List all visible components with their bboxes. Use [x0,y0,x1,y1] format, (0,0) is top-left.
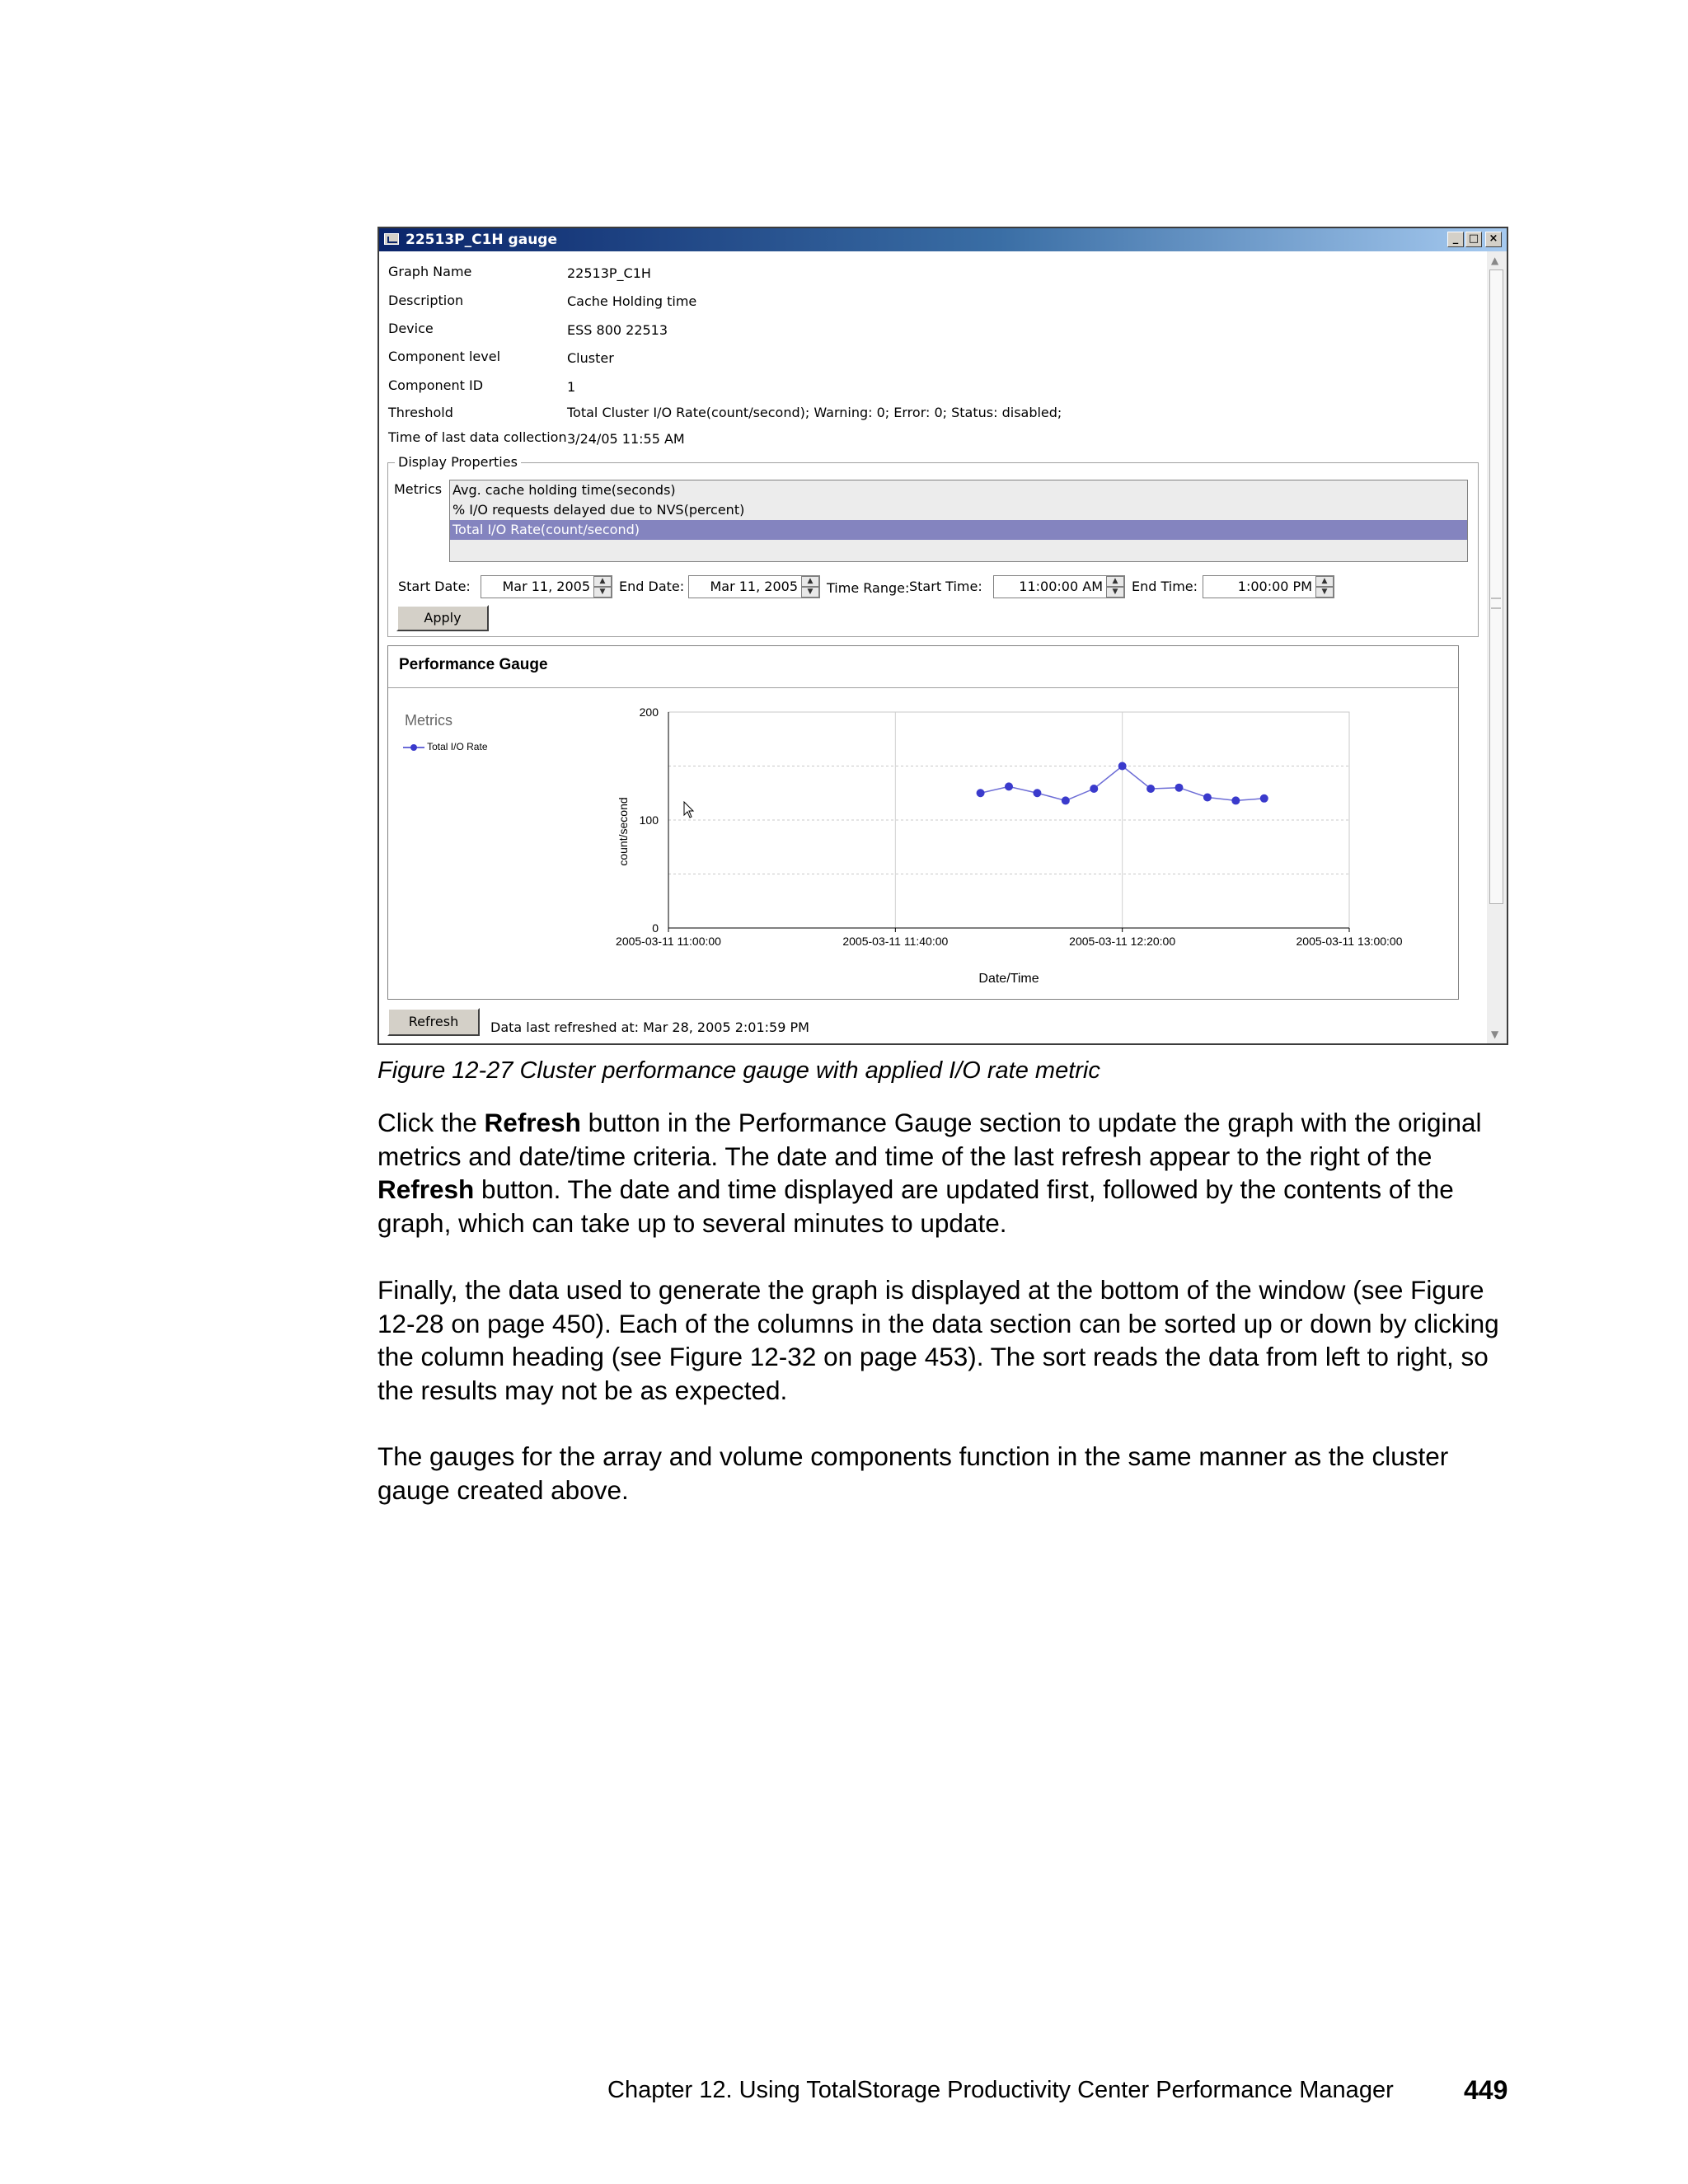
data-point [1260,794,1268,803]
end-date-spinner[interactable] [688,575,820,598]
end-time-label: End Time: [1132,579,1198,594]
property-value: Cache Holding time [567,293,697,309]
refreshed-status: Data last refreshed at: Mar 28, 2005 2:01:59 PM [490,1019,809,1035]
property-value: ESS 800 22513 [567,322,668,338]
property-value: 22513P_C1H [567,265,651,281]
property-value: 3/24/05 11:55 AM [567,431,685,447]
page-footer: Chapter 12. Using TotalStorage Productivity Center Performance Manager [607,2077,1394,2103]
display-properties-title: Display Properties [395,454,521,470]
data-point [977,789,985,797]
refresh-button[interactable]: Refresh [387,1008,480,1036]
vertical-scrollbar[interactable] [1486,251,1507,1043]
start-date-label: Start Date: [398,579,471,594]
gauge-window [377,227,1508,1045]
data-point [1175,784,1184,792]
end-time-spinner[interactable] [1203,575,1334,598]
legend-title: Metrics [405,712,452,729]
data-point [1090,785,1098,793]
close-button[interactable]: × [1485,232,1502,247]
start-date-spinner[interactable] [481,575,612,598]
spin-up-icon[interactable]: ▲ [801,576,819,587]
x-tick-label: 2005-03-11 13:00:00 [1296,935,1403,948]
data-point [1146,785,1155,793]
metric-item[interactable]: Avg. cache holding time(seconds) [452,482,676,498]
metrics-list[interactable] [449,480,1468,562]
performance-gauge-title: Performance Gauge [399,656,548,673]
spin-up-icon[interactable]: ▲ [1315,576,1334,587]
scroll-grip-icon [1491,598,1501,609]
spin-down-icon[interactable]: ▼ [1106,587,1124,598]
spin-down-icon[interactable]: ▼ [801,587,819,598]
metrics-label: Metrics [394,481,443,497]
minimize-button[interactable]: _ [1447,232,1464,247]
apply-button[interactable]: Apply [396,605,489,631]
text-run: Click the [377,1108,485,1137]
data-point [1033,789,1041,797]
x-axis-label: Date/Time [978,972,1039,986]
text-run: button in the Performance Gauge section to update the graph with the original metrics and date/time criteria. The date and time of the last refresh appear to the right of the [377,1108,1482,1171]
property-value: Cluster [567,350,614,366]
metric-item-selected[interactable]: Total I/O Rate(count/second) [450,520,1467,540]
performance-gauge-header [388,646,1458,688]
property-value: Total Cluster I/O Rate(count/second); Warning: 0; Error: 0; Status: disabled; [567,405,1062,420]
start-time-value[interactable]: 11:00:00 AM [1019,579,1103,594]
end-date-label: End Date: [619,579,685,594]
paragraph: The gauges for the array and volume components function in the same manner as the cluster gauge created above. [377,1441,1449,1505]
data-point [1203,793,1212,801]
scroll-up-icon[interactable]: ▲ [1491,255,1499,266]
bold-text: Refresh [377,1174,475,1204]
mouse-pointer-icon [683,801,696,819]
time-range-label: Time Range: [827,580,910,596]
display-properties-group [387,454,1479,637]
bold-text: Refresh [484,1108,581,1137]
scroll-thumb[interactable] [1489,269,1503,904]
property-label: Graph Name [388,264,472,279]
start-time-spinner[interactable] [993,575,1125,598]
app-icon [384,233,399,245]
text-run: button. The date and time displayed are updated first, followed by the contents of the graph, which can take up to several minutes to update. [377,1174,1454,1238]
property-label: Component level [388,349,501,364]
x-tick-label: 2005-03-11 11:40:00 [842,935,949,948]
property-label: Time of last data collection [388,429,567,445]
start-time-label: Start Time: [909,579,982,594]
end-date-value[interactable]: Mar 11, 2005 [710,579,798,594]
property-label: Description [388,293,464,308]
end-time-value[interactable]: 1:00:00 PM [1237,579,1312,594]
window-content [379,251,1487,1043]
performance-gauge-panel [387,645,1459,1000]
spin-down-icon[interactable]: ▼ [593,587,612,598]
spin-up-icon[interactable]: ▲ [593,576,612,587]
y-tick-label: 100 [639,813,659,827]
legend-label: Total I/O Rate [427,741,488,752]
data-point [1231,796,1240,804]
paragraph [377,1106,1515,1240]
maximize-button[interactable]: □ [1465,232,1482,247]
scroll-down-icon[interactable]: ▼ [1491,1029,1499,1040]
paragraph: Finally, the data used to generate the graph is displayed at the bottom of the window (see Figure 12-28 on page 450). Each of the columns in the data section can be sorted up or down by clicking the column heading (see Figure 12-32 on page 453). The sort reads the data from left to right, so the results may not be as expected. [377,1275,1499,1405]
y-axis-label: count/second [617,797,630,866]
x-tick-label: 2005-03-11 11:00:00 [616,935,721,948]
x-tick-label: 2005-03-11 12:20:00 [1069,935,1176,948]
figure-caption: Figure 12-27 Cluster performance gauge with applied I/O rate metric [377,1057,1100,1084]
page-number: 449 [1464,2075,1508,2105]
spin-down-icon[interactable]: ▼ [1315,587,1334,598]
property-value: 1 [567,379,576,395]
spin-up-icon[interactable]: ▲ [1106,576,1124,587]
title-bar[interactable] [379,228,1507,251]
data-point [1062,796,1070,804]
property-label: Threshold [388,405,453,420]
property-label: Component ID [388,377,484,393]
start-date-value[interactable]: Mar 11, 2005 [502,579,590,594]
metric-item[interactable]: % I/O requests delayed due to NVS(percent) [452,502,745,518]
y-tick-label: 0 [652,921,659,935]
y-tick-label: 200 [639,705,659,719]
performance-chart [388,687,1458,999]
data-point [1005,782,1013,790]
property-label: Device [388,321,434,336]
window-title: 22513P_C1H gauge [406,232,557,248]
data-point [1118,762,1127,771]
